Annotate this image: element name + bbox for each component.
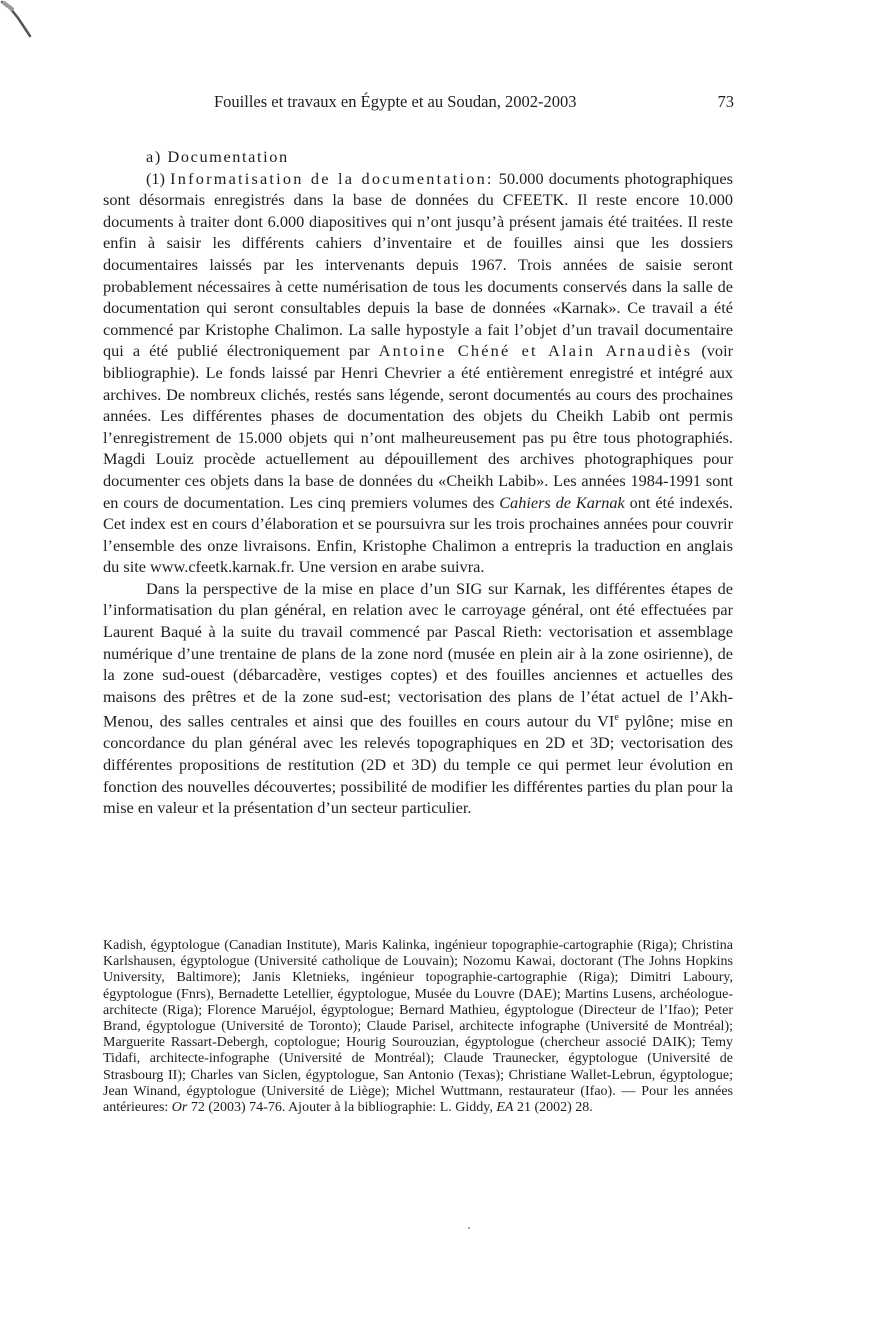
paragraph-text-part: 50.000 documents photographiques sont désormais enregistrés dans la base de données du CFEETK. Il reste encore 10.000 documents à traiter dont 6.000 diapositives qui n’ont jusqu’à présent jamais été traitées. Il reste enfin à saisir les différents cahiers d’inventaire et de fouilles ainsi que les dossiers documentaires laissés par les intervenants depuis 1967. Trois années de saisie seront probablement nécessaires à cette numérisation de tous les documents conservés dans la salle de documentation qui seront consultables depuis la base de données «Karnak». Ce travail a été commencé par Kristophe Chalimon. La salle hypostyle a fait l’objet d’un travail documentaire qui a été publié électroniquement par [103,168,733,361]
spaced-subheading: Informatisation de la documentation: [170,168,494,188]
paragraph-sig [103,578,733,819]
ordinal-superscript: e [614,712,619,724]
page-number: 73 [717,92,734,111]
main-text [103,146,733,819]
section-heading: a) Documentation [146,147,289,166]
paragraph-text-part: (voir bibliographie). Le fonds laissé par Henri Chevrier a été entièrement enregistré et intégré aux archives. De nombreux clichés, restés sans légende, seront documentés au cours des prochaines années. Les différentes phases de documentation des objets du Cheikh Labib ont permis l’enregistrement de 15.000 objets qui n’ont malheureusement pas pu être tous photographiés. Magdi Louiz procède actuellement au dépouillement des archives photographiques pour documenter ces objets dans la base de données du «Cheikh Labib». Les années 1984-1991 sont en cours de documentation. Les cinq premiers volumes des [103,341,734,512]
paragraph-text-part: pylône; mise en concordance du plan général avec les relevés topographiques en 2D et 3D; vectorisation des différentes propositions de restitution (2D et 3D) du temple ce qui permet leur évolution en fonction des nouvelles découvertes; possibilité de modifier les différentes parties du plan pour la mise en valeur et la présentation d’un secteur particulier. [103,711,733,818]
footnote-text-part: 72 (2003) 74-76. Ajouter à la bibliographie: L. Giddy, [187,1100,497,1116]
footnote-text-part: 21 (2002) 28. [513,1100,593,1116]
spaced-author-names: Antoine Chéné et Alain Arnaudiès [378,341,693,361]
paragraph-text-part: Dans la perspective de la mise en place d’un SIG sur Karnak, les différentes étapes de l’informatisation du plan général, en relation avec le carroyage général, ont été effectuées par Laurent Baqué à la suite du travail commencé par Pascal Rieth: vectorisation et assemblage numérique d’une trentaine de plans de la zone nord (musée en plein air à la zone osirienne), de la zone sud-ouest (débarcadère, vestiges coptes) et des fouilles anciennes et actuelles des maisons des prêtres et de la zone sud-est; vectorisation des plans de l’état actuel de l’Akh-Menou, des salles centrales et ainsi que des fouilles en cours autour du VI [103,578,733,731]
footnote [103,938,733,1116]
footnote-text-part: Kadish, égyptologue (Canadian Institute), Maris Kalinka, ingénieur topographie-cartographie (Riga); Christina Karlshausen, égyptologue (Université catholique de Louvain); Nozomu Kawai, doctorant (The Johns Hopkins University, Baltimore); Janis Kletnieks, ingénieur topographie-cartographie (Riga); Dimitri Laboury, égyptologue (Fnrs), Bernadette Letellier, égyptologue, Musée du Louvre (DAE); Martins Lusens, archéologue-architecte (Riga); Florence Maruéjol, égyptologue; Bernard Mathieu, égyptologue (Directeur de l’Ifao); Peter Brand, égyptologue (Université de Toronto); Claude Parisel, architecte infographe (Université de Montréal); Marguerite Rassart-Debergh, coptologue; Hourig Sourouzian, égyptologue (chercheur associé DAIK); Temy Tidafi, architecte-infographe (Université de Montréal); Claude Traunecker, égyptologue (Université de Strasbourg II); Charles van Siclen, égyptologue, San Antonio (Texas); Christiane Wallet-Lebrun, égyptologue; Jean Winand, égyptologue (Université de Liège); Michel Wuttmann, restaurateur (Ifao). — Pour les années antérieures: [103,938,733,1116]
journal-abbreviation: Or [171,1100,188,1116]
paragraph-documentation [103,168,733,578]
journal-abbreviation: EA [496,1100,514,1116]
paragraph-text-part: ont été indexés. Cet index est en cours d’élaboration et se poursuivra sur les trois prochaines années pour couvrir l’ensemble des onze livraisons. Enfin, Kristophe Chalimon a entrepris la traduction en anglais du site www.cfeetk.karnak.fr. Une version en arabe suivra. [103,492,733,577]
italic-publication-title: Cahiers de Karnak [499,492,625,512]
paragraph-number: (1) [146,168,165,188]
scan-dot [468,1227,470,1229]
corner-smudge-mark [0,0,40,40]
running-title: Fouilles et travaux en Égypte et au Soudan, 2002-2003 [214,92,577,111]
